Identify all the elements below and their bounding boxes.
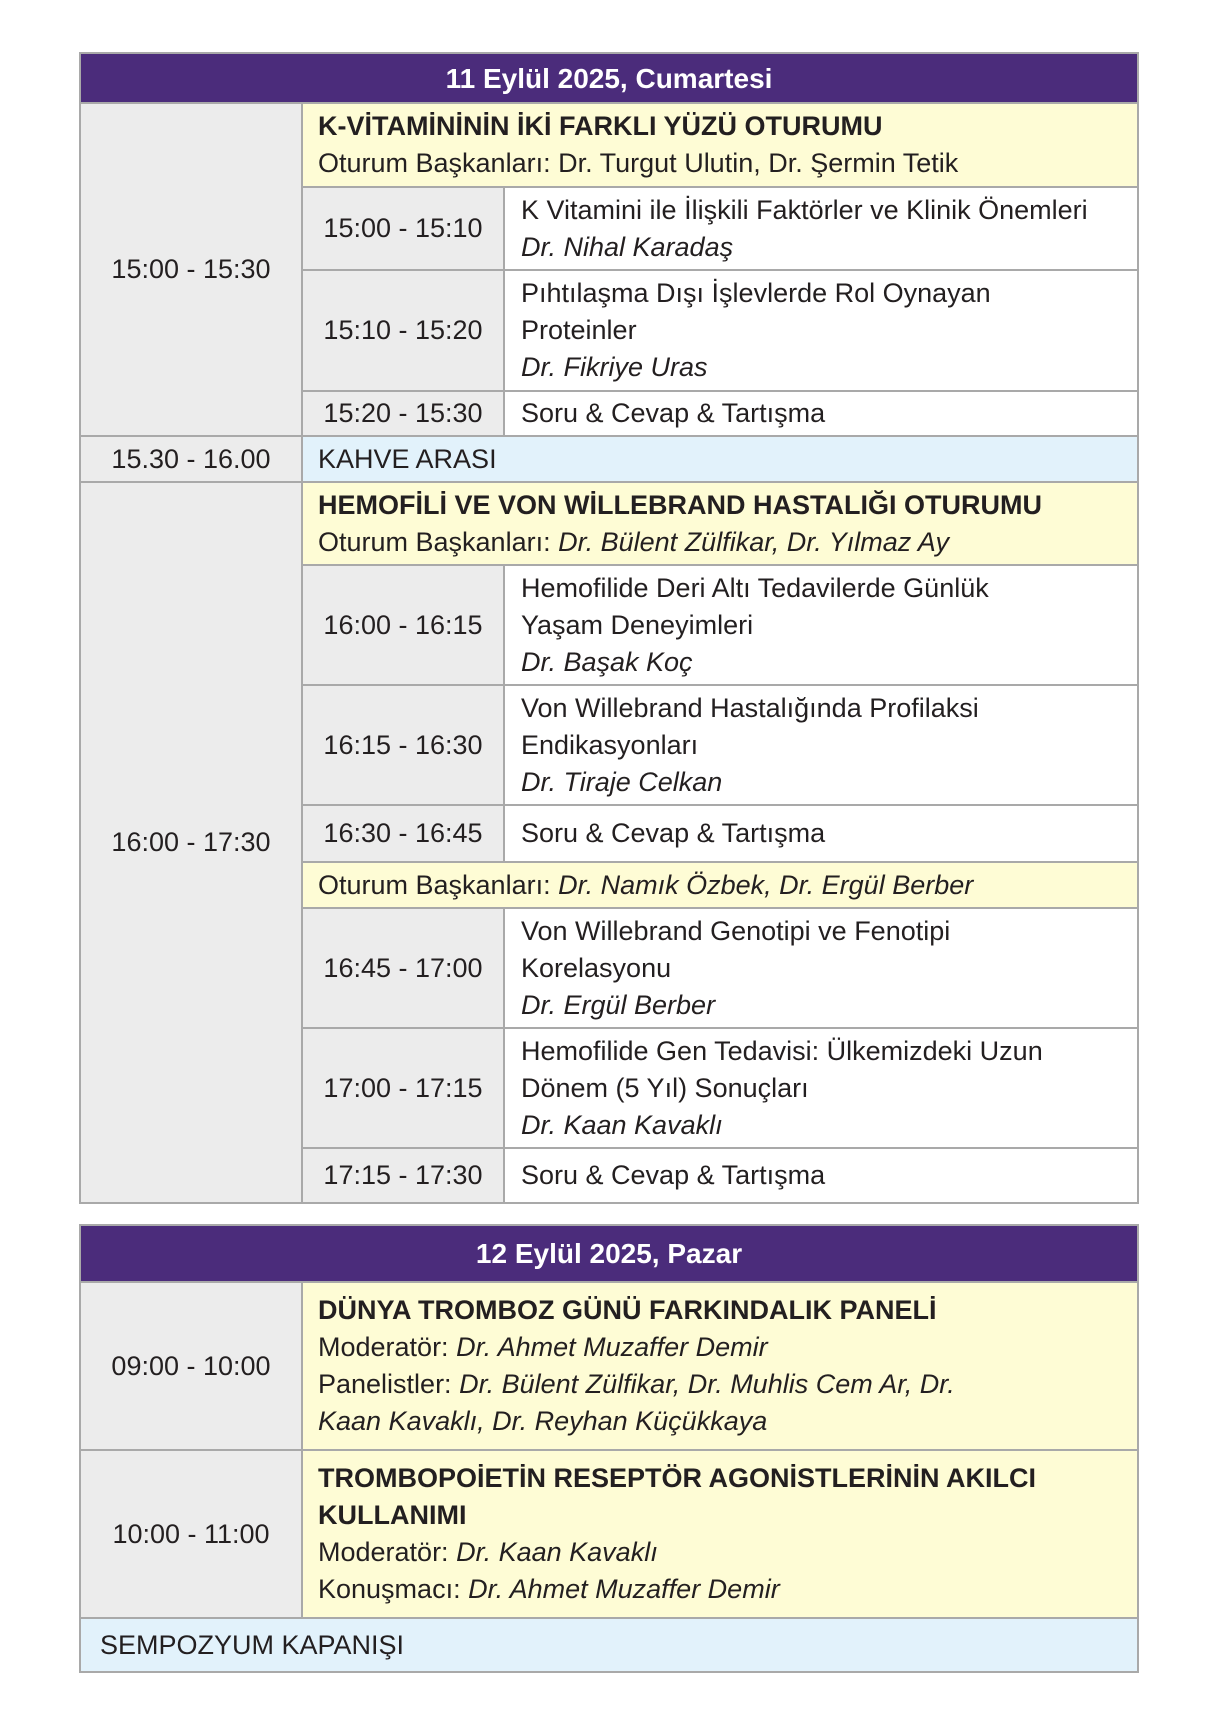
day2-schedule-table [79,1224,1139,1673]
chairs-label: Oturum Başkanları: [318,526,551,557]
chairs-label: Oturum Başkanları: [318,869,551,900]
talk-time: 17:00 - 17:15 [323,1072,483,1103]
day1-header [81,54,1137,102]
session-time-cell [81,1451,301,1617]
talk-cell [505,392,1137,435]
break-time: 15.30 - 16.00 [111,443,271,474]
break-cell [303,437,1137,481]
talk-cell [505,686,1137,804]
session1-time: 15:00 - 15:30 [111,254,271,284]
talk-title: Von Willebrand Hastalığında Profilaksi [521,692,979,723]
moderator-name: Dr. Ahmet Muzaffer Demir [456,1332,768,1362]
closing-row [81,1619,1137,1671]
talk-cell [505,566,1137,684]
talk-time-cell [303,566,503,684]
panel-time-cell [81,1283,301,1449]
day1-title: 11 Eylül 2025, Cumartesi [445,62,773,94]
panel-moderator [318,1329,1137,1366]
chairs-names: Dr. Turgut Ulutin, Dr. Şermin Tetik [558,148,959,178]
talk-time: 17:15 - 17:30 [323,1160,483,1190]
panelists-label: Panelistler: [318,1369,452,1399]
session2-chairs2 [318,867,973,904]
session2-time: 16:00 - 17:30 [111,827,271,857]
break-time-cell [81,437,301,481]
talk-cell [505,1149,1137,1202]
talk-title: K Vitamini ile İlişkili Faktörler ve Klinik Önemleri [521,194,1088,225]
talk-time-cell [303,1149,503,1202]
session-moderator [318,1534,1137,1571]
talk-time-cell [303,271,503,390]
talk-title: Endikasyonları [521,729,699,760]
talk-cell [505,806,1137,861]
talk-title: Dönem (5 Yıl) Sonuçları [521,1072,809,1103]
talk-cell [505,1029,1137,1147]
talk-speaker: Dr. Kaan Kavaklı [521,1109,723,1140]
talk-time: 16:45 - 17:00 [323,952,483,983]
talk-time-cell [303,188,503,269]
talk-time: 15:10 - 15:20 [323,315,483,345]
talk-title: Proteinler [521,315,637,345]
session-cell [303,1451,1137,1617]
day1-schedule-table [79,52,1139,1204]
talk-title: Yaşam Deneyimleri [521,609,754,640]
talk-time-cell [303,686,503,804]
day2-header [81,1226,1137,1281]
talk-cell [505,188,1137,269]
panelists-names: Kaan Kavaklı, Dr. Reyhan Küçükkaya [318,1406,768,1436]
session1-chairs [318,145,1137,182]
talk-time-cell [303,909,503,1027]
day2-title: 12 Eylül 2025, Pazar [475,1238,743,1269]
talk-time: 15:20 - 15:30 [323,398,483,428]
talk-time: 16:15 - 16:30 [323,729,483,760]
talk-title: Von Willebrand Genotipi ve Fenotipi [521,915,951,946]
session2-title: HEMOFİLİ VE VON WİLLEBRAND HASTALIĞI OTURUMU [318,489,1042,520]
panel-title: DÜNYA TROMBOZ GÜNÜ FARKINDALIK PANELİ [318,1295,937,1325]
session2-chairs [318,524,1137,561]
chairs-label: Oturum Başkanları: [318,148,551,178]
talk-time: 15:00 - 15:10 [323,213,483,243]
talk-time: 16:30 - 16:45 [323,818,483,848]
talk-title: Hemofilide Gen Tedavisi: Ülkemizdeki Uzun [521,1035,1043,1066]
chairs-names: Dr. Namık Özbek, Dr. Ergül Berber [558,869,974,900]
talk-time-cell [303,1029,503,1147]
talk-cell [505,271,1137,390]
session-time: 10:00 - 11:00 [112,1518,270,1549]
talk-speaker: Dr. Tiraje Celkan [521,766,723,797]
panel-cell [303,1283,1137,1449]
talk-title: Korelasyonu [521,952,672,983]
session-speaker [318,1571,1137,1608]
session1-header [303,104,1137,186]
talk-speaker: Dr. Başak Koç [521,646,693,677]
talk-title: Soru & Cevap & Tartışma [521,1160,826,1190]
session-title: TROMBOPOİETİN RESEPTÖR AGONİSTLERİNİN AKILCI [318,1463,1037,1493]
panelists-names: Dr. Bülent Zülfikar, Dr. Muhlis Cem Ar, Dr. [459,1369,955,1399]
talk-speaker: Dr. Fikriye Uras [521,352,708,382]
panel-panelists [318,1366,1137,1403]
moderator-label: Moderatör: [318,1537,449,1567]
moderator-name: Dr. Kaan Kavaklı [456,1537,658,1567]
talk-title: Hemofilide Deri Altı Tedavilerde Günlük [521,572,989,603]
panel-time: 09:00 - 10:00 [111,1350,271,1381]
talk-title: Soru & Cevap & Tartışma [521,398,826,428]
session2-chairs2-row [303,863,1137,907]
session2-time-cell [81,483,301,1202]
break-label: KAHVE ARASI [318,443,497,474]
talk-time: 16:00 - 16:15 [323,609,483,640]
talk-speaker: Dr. Ergül Berber [521,989,716,1020]
talk-cell [505,909,1137,1027]
closing-label: SEMPOZYUM KAPANIŞI [100,1629,405,1660]
talk-time-cell [303,392,503,435]
talk-title: Soru & Cevap & Tartışma [521,818,826,848]
session-title: KULLANIMI [318,1500,467,1530]
talk-speaker: Dr. Nihal Karadaş [521,231,734,262]
talk-title: Pıhtılaşma Dışı İşlevlerde Rol Oynayan [521,278,991,308]
moderator-label: Moderatör: [318,1332,449,1362]
session1-time-cell [81,104,301,435]
speaker-label: Konuşmacı: [318,1574,461,1604]
talk-time-cell [303,806,503,861]
chairs-names: Dr. Bülent Zülfikar, Dr. Yılmaz Ay [558,526,950,557]
session2-header [303,483,1137,564]
session1-title: K-VİTAMİNİNİN İKİ FARKLI YÜZÜ OTURUMU [318,111,883,141]
speaker-name: Dr. Ahmet Muzaffer Demir [468,1574,780,1604]
